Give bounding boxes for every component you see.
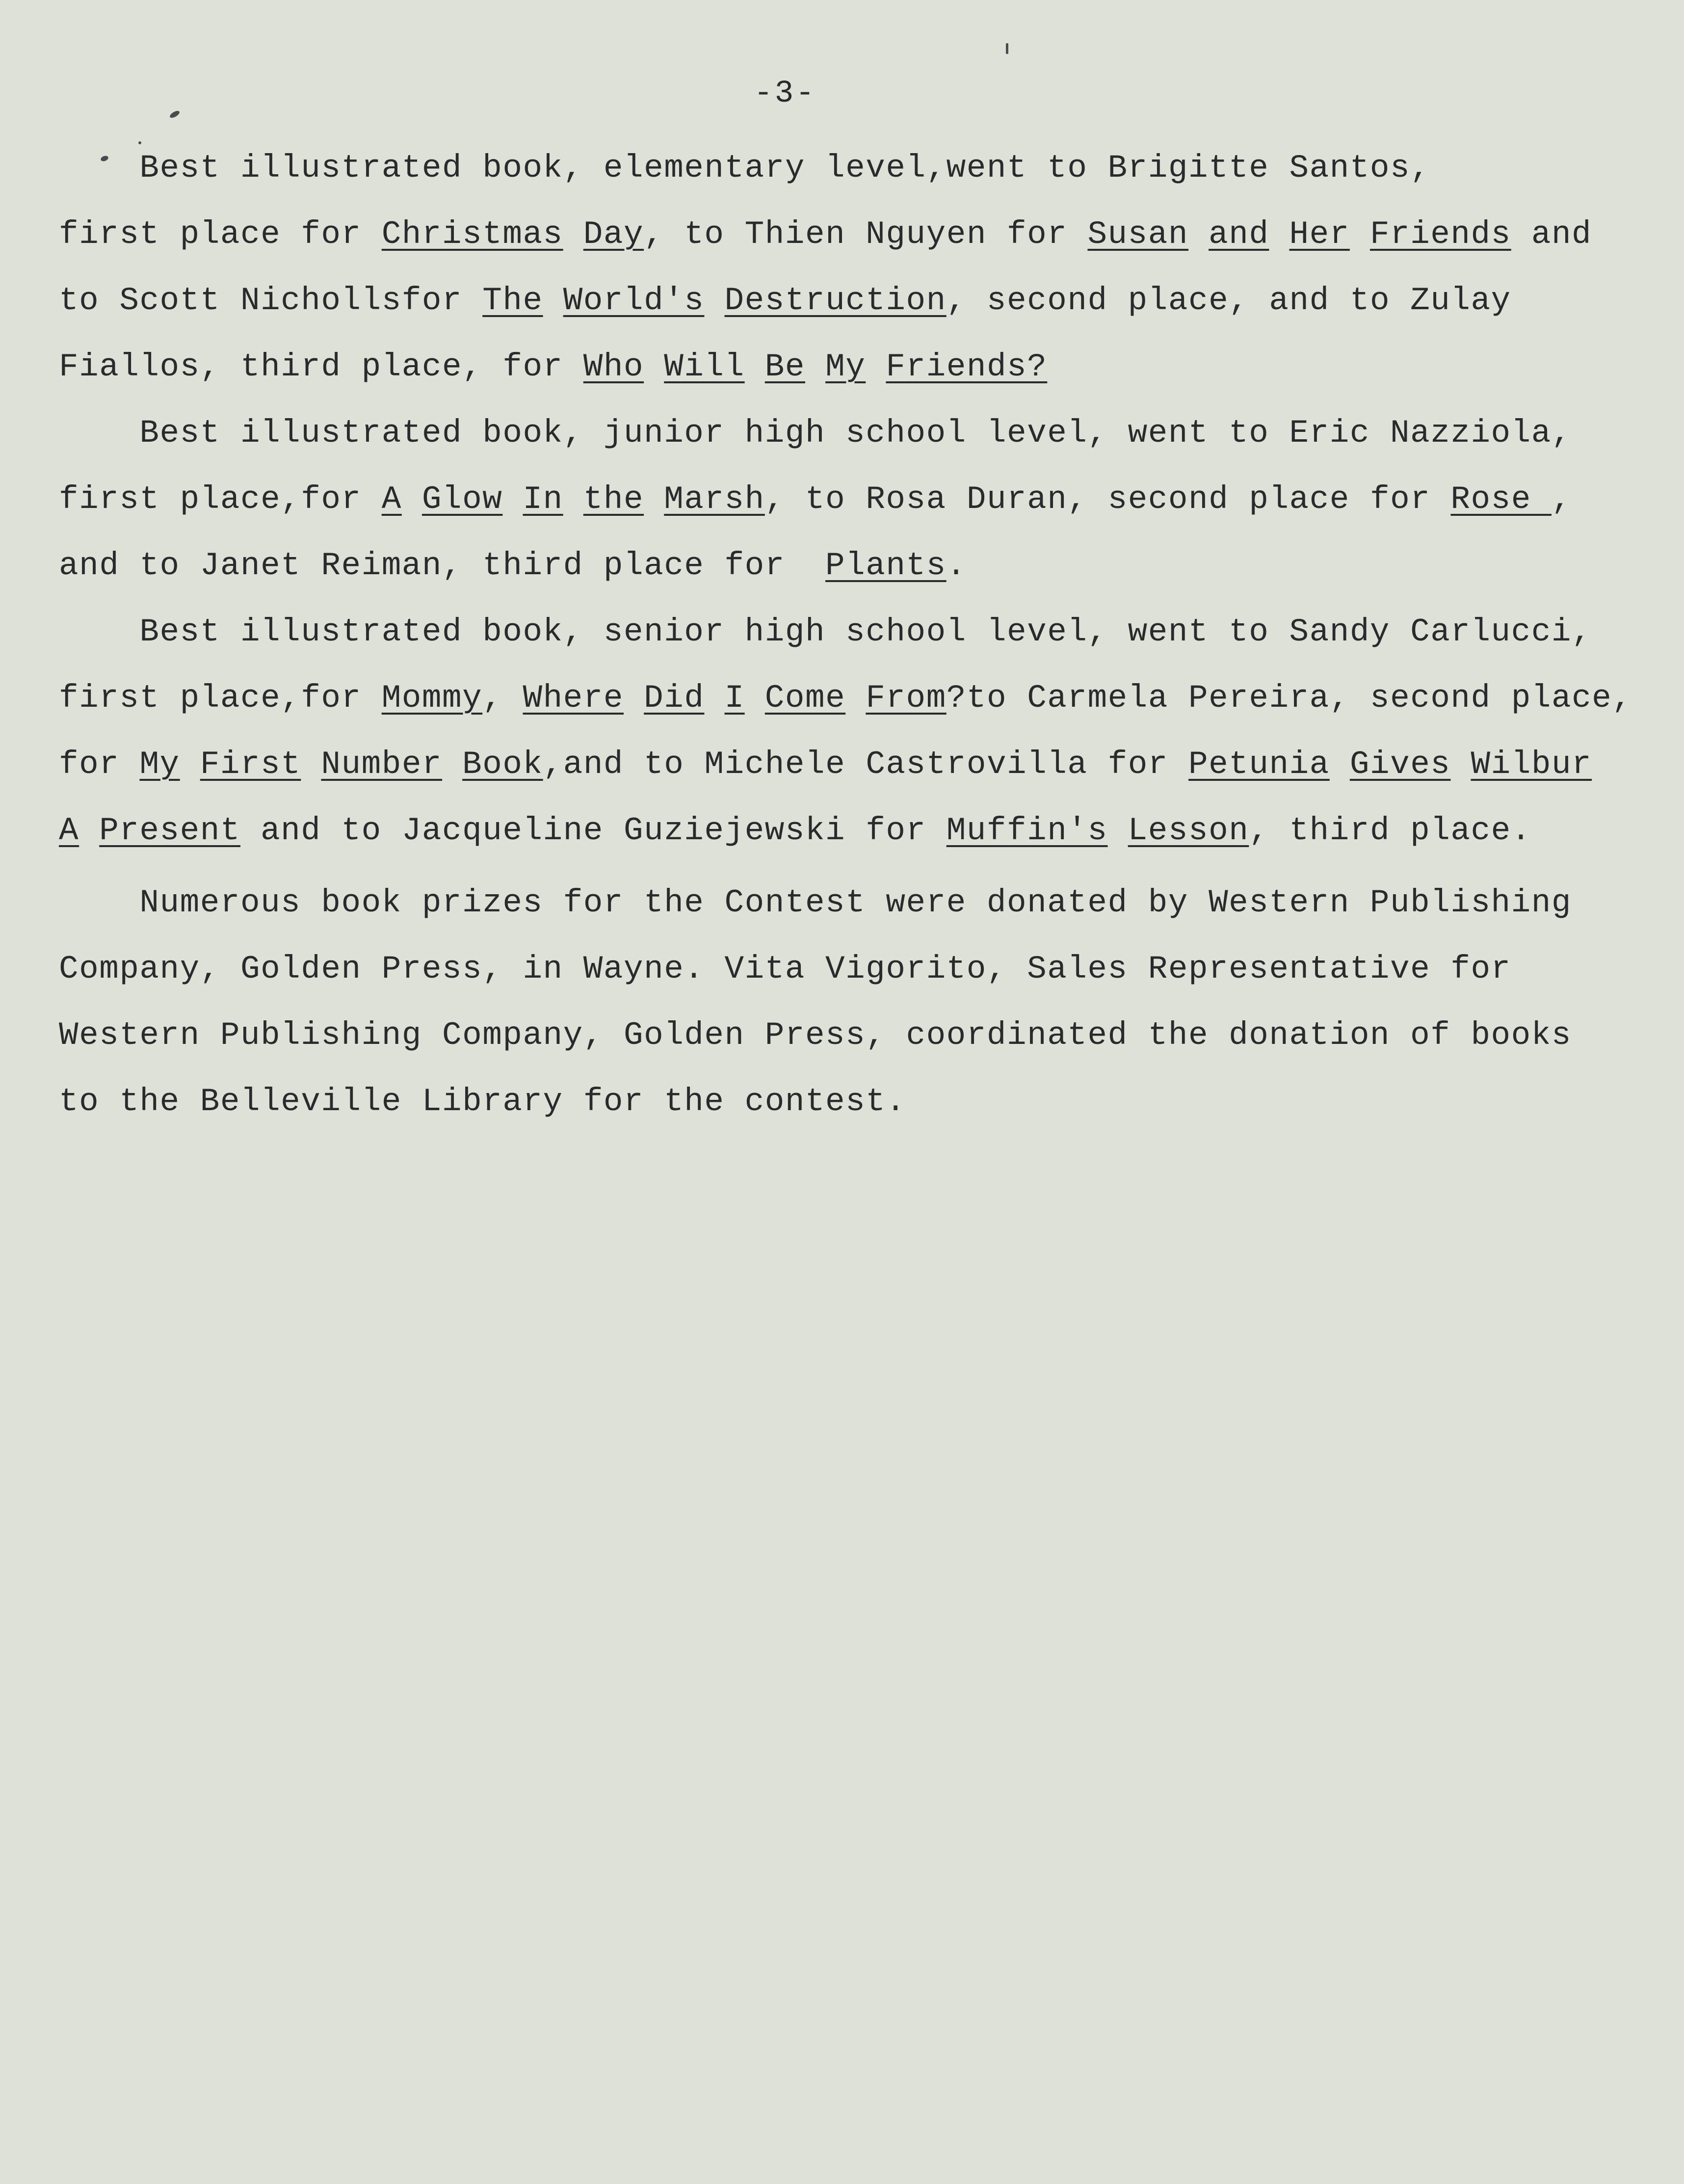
text-run: to the Belleville Library for the contest.	[59, 1083, 906, 1120]
underlined-title: Wilbur	[1471, 746, 1592, 783]
text-run	[1450, 746, 1471, 783]
underlined-title: Muffin's	[946, 812, 1108, 849]
text-run	[563, 216, 583, 253]
underlined-title: A	[381, 481, 402, 518]
text-line	[59, 870, 1649, 936]
text-run	[1330, 746, 1350, 783]
underlined-title: My	[825, 348, 866, 385]
underlined-title: Day	[583, 216, 644, 253]
underlined-title: I	[724, 680, 745, 717]
text-run	[805, 348, 825, 385]
text-run: first place for	[59, 216, 382, 253]
text-run: , to Rosa Duran, second place for	[764, 481, 1451, 518]
paragraph	[59, 400, 1649, 599]
text-run: Best illustrated book, senior high school level, went to Sandy Carlucci,	[59, 613, 1592, 650]
underlined-title: Glow	[421, 481, 503, 518]
underlined-title: Mommy	[381, 680, 483, 717]
underlined-title: Who	[583, 348, 644, 385]
text-run	[1350, 216, 1370, 253]
text-run	[301, 746, 321, 783]
underlined-title: Susan	[1087, 216, 1188, 253]
underlined-title: Destruction	[724, 282, 947, 319]
text-run: Western Publishing Company, Golden Press, coordinated the donation of books	[59, 1017, 1572, 1054]
text-line	[59, 665, 1649, 731]
underlined-title: Lesson	[1128, 812, 1249, 849]
underlined-title: Rose	[1450, 481, 1552, 518]
underlined-title: Did	[644, 680, 705, 717]
text-line	[59, 267, 1649, 334]
underlined-title: Gives	[1349, 746, 1451, 783]
paragraph	[59, 135, 1649, 400]
underlined-title: First	[200, 746, 301, 783]
underlined-title: In	[523, 481, 563, 518]
text-run: and to Janet Reiman, third place for	[59, 547, 826, 584]
text-run	[704, 680, 724, 717]
text-run	[79, 812, 99, 849]
text-run: Best illustrated book, junior high school level, went to Eric Nazziola,	[59, 415, 1572, 452]
underlined-title: Plants	[825, 547, 947, 584]
text-run: Numerous book prizes for the Contest were donated by Western Publishing	[59, 884, 1572, 921]
text-run	[1108, 812, 1128, 849]
text-line	[59, 135, 1649, 201]
underlined-title: A	[59, 812, 79, 849]
text-run: , to Thien Nguyen for	[644, 216, 1088, 253]
text-line	[59, 466, 1649, 533]
text-run: ,and to Michele Castrovilla for	[543, 746, 1189, 783]
text-run: ,	[1551, 481, 1572, 518]
text-run: , third place.	[1249, 812, 1531, 849]
text-run: for	[59, 746, 140, 783]
underlined-title: Marsh	[664, 481, 765, 518]
text-run	[745, 680, 765, 717]
text-run	[442, 746, 462, 783]
text-line	[59, 731, 1649, 798]
text-run	[704, 282, 724, 319]
text-line	[59, 400, 1649, 466]
paragraph	[59, 870, 1649, 1135]
text-run	[1188, 216, 1209, 253]
text-run	[563, 481, 583, 518]
underlined-title: Book	[462, 746, 543, 783]
text-run: ,	[482, 680, 523, 717]
text-run	[1269, 216, 1289, 253]
text-run	[402, 481, 422, 518]
text-run	[180, 746, 200, 783]
underlined-title: World's	[563, 282, 705, 319]
text-line	[59, 599, 1649, 665]
underlined-title: Come	[764, 680, 846, 717]
text-run: first place,for	[59, 481, 382, 518]
text-line	[59, 1002, 1649, 1068]
underlined-title: My	[139, 746, 180, 783]
document-body	[59, 135, 1649, 1135]
underlined-title: From	[866, 680, 947, 717]
paragraph-gap	[59, 864, 1649, 870]
text-line	[59, 936, 1649, 1002]
text-run: to Scott Nichollsfor	[59, 282, 483, 319]
paragraph	[59, 599, 1649, 864]
ink-speck	[1006, 43, 1008, 54]
text-line	[59, 533, 1649, 599]
text-run	[644, 481, 664, 518]
text-line	[59, 201, 1649, 267]
underlined-title: Be	[764, 348, 805, 385]
underlined-title: Friends?	[886, 348, 1048, 385]
underlined-title: Where	[523, 680, 624, 717]
underlined-title: Number	[321, 746, 443, 783]
text-run	[624, 680, 644, 717]
underlined-title: Christmas	[381, 216, 563, 253]
text-line	[59, 1068, 1649, 1135]
text-run: and to Jacqueline Guziejewski for	[240, 812, 947, 849]
text-run	[543, 282, 563, 319]
underlined-title: and	[1209, 216, 1269, 253]
text-run: Company, Golden Press, in Wayne. Vita Vigorito, Sales Representative for	[59, 951, 1511, 987]
text-run: , second place, and to Zulay	[946, 282, 1511, 319]
text-run	[644, 348, 664, 385]
text-run	[745, 348, 765, 385]
underlined-title: the	[583, 481, 644, 518]
underlined-title: Present	[99, 812, 240, 849]
text-run: and	[1511, 216, 1592, 253]
underlined-title: Her	[1289, 216, 1350, 253]
text-line	[59, 798, 1649, 864]
text-run	[866, 348, 886, 385]
text-run	[502, 481, 523, 518]
underlined-title: Petunia	[1188, 746, 1330, 783]
text-run: Fiallos, third place, for	[59, 348, 583, 385]
text-run: Best illustrated book, elementary level,went to Brigitte Santos,	[59, 150, 1431, 186]
text-run: first place,for	[59, 680, 382, 717]
text-run	[845, 680, 866, 717]
text-run: ?to Carmela Pereira, second place,	[946, 680, 1632, 717]
underlined-title: Friends	[1369, 216, 1511, 253]
underlined-title: The	[482, 282, 543, 319]
page-number: -3-	[754, 76, 816, 111]
text-line	[59, 334, 1649, 400]
text-run: .	[946, 547, 967, 584]
underlined-title: Will	[664, 348, 745, 385]
